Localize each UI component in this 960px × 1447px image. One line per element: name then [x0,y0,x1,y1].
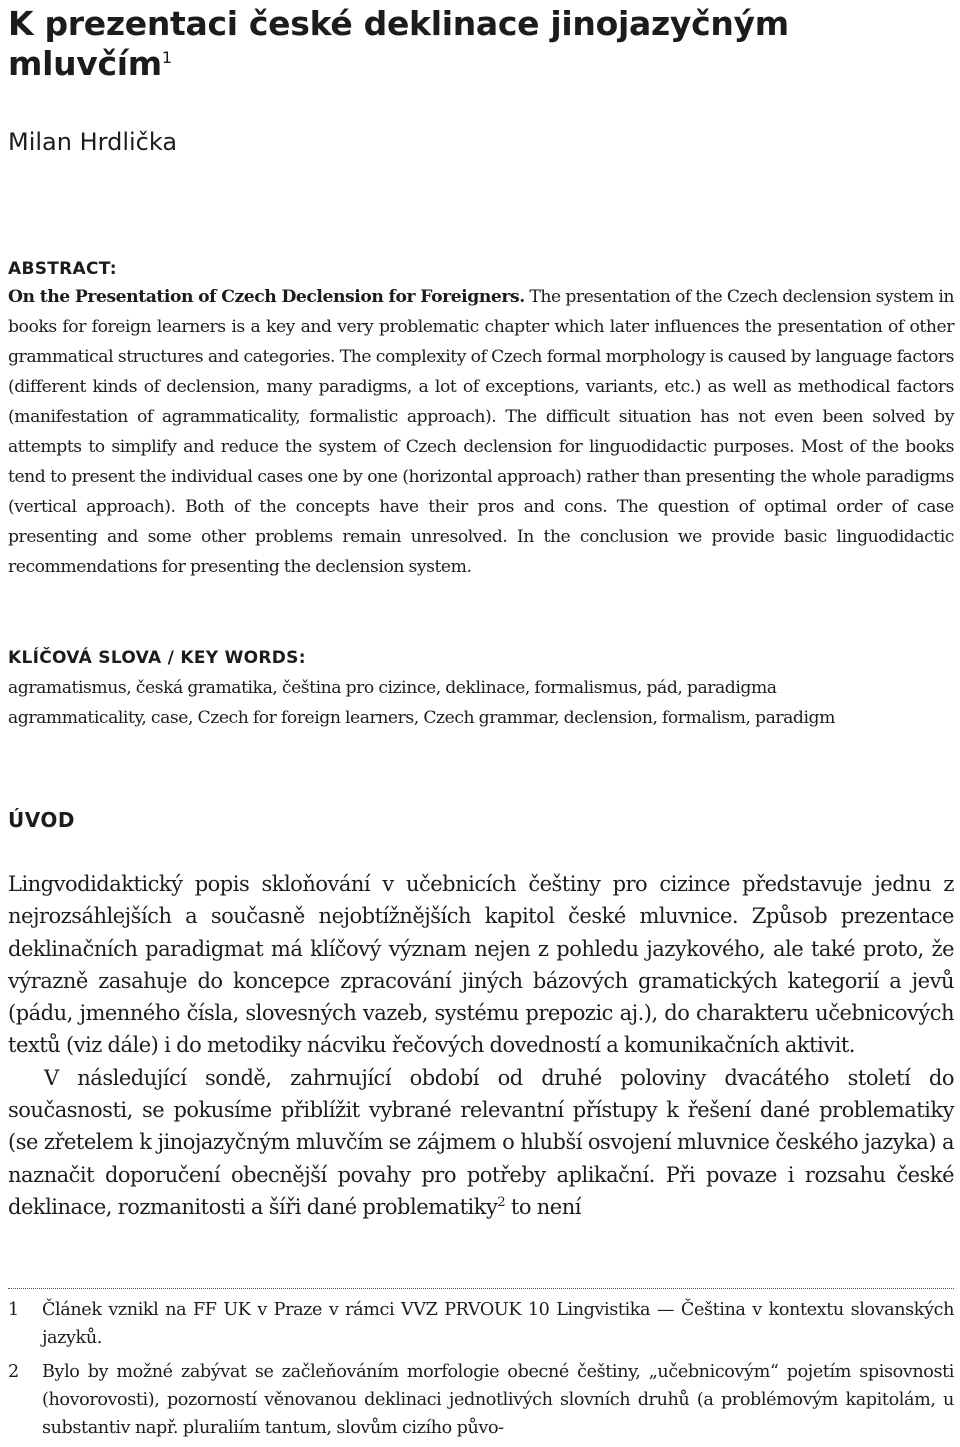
footnote-2 [8,1358,954,1442]
keywords-label: KLÍČOVÁ SLOVA / KEY WORDS: [8,648,306,668]
abstract-lead: On the Presentation of Czech Declension for Foreigners. [8,287,525,307]
footnote-ref-2[interactable]: 2 [497,1194,506,1210]
article-title [8,4,948,84]
body-paragraph-2-tail: to není [505,1194,581,1219]
body-text [8,868,954,1223]
body-paragraph-2 [8,1062,954,1223]
keywords-czech: agramatismus, česká gramatika, čeština pro cizince, deklinace, formalismus, pád, paradigma [8,678,777,698]
abstract-body: The presentation of the Czech declension system in books for foreign learners is a key and very problematic chapter which later influences the presentation of other grammatical structures and categories. The complexity of Czech formal morphology is caused by language factors (different kinds of declension, many paradigms, a lot of exceptions, variants, etc.) as well as methodical factors (manifestation of agrammaticality, formalistic approach). The difficult situation has not even been solved by attempts to simplify and reduce the system of Czech declension for linguodidactic purposes. Most of the books tend to present the individual cases one by one (horizontal approach) rather than presenting the whole paradigms (vertical approach). Both of the concepts have their pros and cons. The question of optimal order of case presenting and some other problems remain unresolved. In the conclusion we provide basic linguodidactic recommendations for presenting the declension system. [8,287,955,577]
keywords-english: agrammaticality, case, Czech for foreign learners, Czech grammar, declension, formalism, paradigm [8,708,835,728]
abstract-text [8,282,954,582]
body-paragraph-1: Lingvodidaktický popis skloňování v učebnicích češtiny pro cizince představuje jednu z nejrozsáhlejších a současně nejobtížnějších kapitol české mluvnice. Způsob prezentace deklinačních paradigmat má klíčový význam nejen z pohledu jazykového, ale také proto, že výrazně zasahuje do koncepce zpracování jiných bázových gramatických kategorií a jevů (pádu, jmenného čísla, slovesných vazeb, systému prepozic aj.), do charakteru učebnicových textů (viz dále) i do metodiky nácviku řečových dovedností a komunikačních aktivit. [8,872,954,1058]
author-name: Milan Hrdlička [8,128,178,156]
footnote-number: 2 [8,1362,19,1382]
article-title-text: K prezentaci české deklinace jinojazyčným mluvčím [8,4,789,83]
abstract-label: ABSTRACT: [8,259,117,279]
body-paragraph-2-text: V následující sondě, zahrnující období od druhé poloviny dvacátého století do současnosti, se pokusíme přiblížit vybrané relevantní přístupy k řešení dané problematiky (se zřetelem k jinojazyčným mluvčím se zájmem o hlubší osvojení mluvnice českého jazyka) a naznačit doporučení obecnější povahy pro potřeby aplikační. Při povaze i rozsahu české deklinace, rozmanitosti a šíři dané problematiky [8,1065,954,1219]
footnote-number: 1 [8,1300,19,1320]
footnote-text: Článek vznikl na FF UK v Praze v rámci VVZ PRVOUK 10 Lingvistika — Čeština v kontextu slovanských jazyků. [42,1300,954,1348]
footnote-divider [8,1288,954,1289]
footnote-text: Bylo by možné zabývat se začleňováním morfologie obecné češtiny, „učebnicovým“ pojetím spisovnosti (hovorovosti), pozorností věnovanou deklinaci jednotlivých slovních druhů (a problémovým kapitolám, u substantiv např. pluraliím tantum, slovům cizího půvo- [42,1362,954,1438]
section-heading: ÚVOD [8,808,75,832]
footnote-1 [8,1296,954,1352]
title-footnote-ref[interactable]: 1 [161,48,172,67]
